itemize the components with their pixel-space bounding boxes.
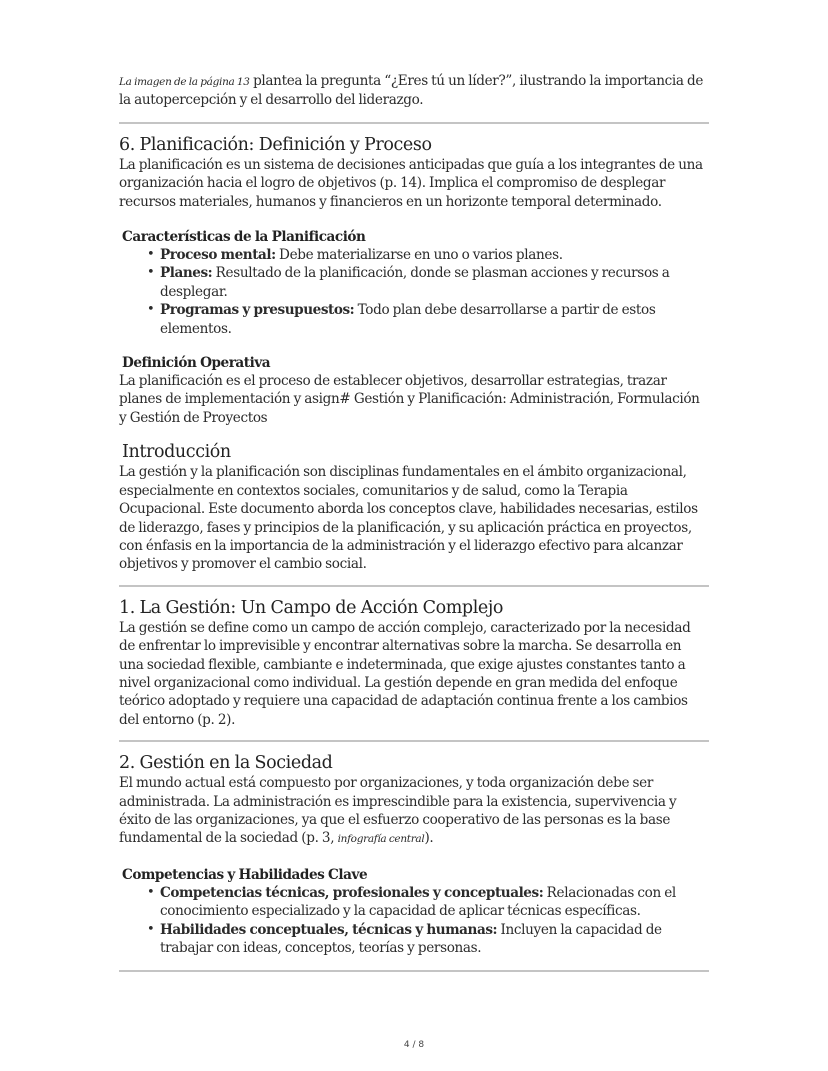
image-reference-paragraph: [119, 72, 709, 110]
bullet-icon: •: [147, 247, 155, 263]
section-divider: [119, 970, 709, 972]
section-6-title: 6. Planificación: Definición y Proceso: [119, 134, 432, 155]
list-item: [147, 264, 709, 301]
section-divider: [119, 740, 709, 742]
section-1-paragraph: La gestión se define como un campo de acción complejo, caracterizado por la necesidad de enfrentar lo imprevisible y encontrar alternativas sobre la marcha. Se desarrolla en una sociedad flexible, cambiante e indeterminada, que exige ajustes constantes tanto a nivel organizacional como individual. La gestión depende en gran medida del enfoque teórico adoptado y requiere una capacidad de adaptación continua frente a los cambios del entorno (p. 2).: [119, 619, 691, 728]
section-2-paragraph: [119, 774, 709, 849]
bullet-icon: •: [147, 302, 155, 318]
list-item-desc: Resultado de la planificación, donde se plasman acciones y recursos a desplegar.: [160, 265, 670, 300]
list-item: [147, 301, 709, 338]
bullet-icon: •: [147, 265, 155, 281]
image-reference-italic: La imagen de la página 13: [119, 76, 250, 88]
operative-definition-heading: Definición Operativa: [122, 355, 271, 372]
list-item: [147, 246, 709, 264]
introduction-paragraph: La gestión y la planificación son disciplinas fundamentales en el ámbito organizacional, especialmente en contextos sociales, comunitarios y de salud, como la Terapia Ocupacional. Este documento aborda los conceptos clave, habilidades necesarias, estilos de liderazgo, fases y principios de la planificación, y su aplicación práctica en proyectos, con énfasis en la importancia de la administración y el liderazgo efectivo para alcanzar objetivos y promover el cambio social.: [119, 464, 698, 573]
section-2-paragraph-italic: infografía central: [337, 833, 425, 846]
section-divider: [119, 585, 709, 587]
page-indicator: 4 / 8: [403, 1040, 425, 1050]
list-item: [147, 921, 709, 958]
list-item-term: Planes:: [160, 265, 213, 282]
list-item-term: Habilidades conceptuales, técnicas y humanas:: [160, 921, 498, 938]
operative-definition-paragraph: La planificación es el proceso de establecer objetivos, desarrollar estrategias, trazar planes de implementación y asign# Gestión y Planificación: Administración, Formulación y Gestión de Proyectos: [119, 373, 700, 426]
competencies-list: [119, 884, 709, 958]
list-item-term: Programas y presupuestos:: [160, 302, 355, 319]
bullet-icon: •: [147, 884, 155, 900]
list-item: [147, 884, 709, 921]
list-item-desc: Relacionadas con el conocimiento especializado y la capacidad de aplicar técnicas específicas.: [160, 884, 676, 920]
bullet-icon: •: [147, 921, 155, 937]
section-2-paragraph-main: El mundo actual está compuesto por organizaciones, y toda organización debe ser administrada. La administración es imprescindible para la existencia, supervivencia y éxito de las organizaciones, ya que el esfuerzo cooperativo de las personas es la base fundamental de la sociedad (p. 3,: [119, 775, 677, 847]
list-item-desc: Incluyen la capacidad de trabajar con ideas, conceptos, teorías y personas.: [160, 921, 662, 956]
competencies-heading: Competencias y Habilidades Clave: [122, 866, 368, 883]
characteristics-heading: Características de la Planificación: [122, 229, 366, 246]
section-1-title: 1. La Gestión: Un Campo de Acción Complejo: [119, 597, 504, 618]
section-2-paragraph-end: ).: [424, 830, 434, 847]
document-page: [119, 70, 709, 972]
section-6-paragraph: La planificación es un sistema de decisiones anticipadas que guía a los integrantes de una organización hacia el logro de objetivos (p. 14). Implica el compromiso de desplegar recursos materiales, humanos y financieros en un horizonte temporal determinado.: [119, 156, 703, 210]
list-item-desc: Debe materializarse en uno o varios planes.: [275, 247, 563, 264]
list-item-desc: Todo plan debe desarrollarse a partir de estos elementos.: [160, 302, 656, 337]
image-reference-text: plantea la pregunta “¿Eres tú un líder?”, ilustrando la importancia de la autopercepción y el desarrollo del liderazgo.: [119, 73, 704, 109]
list-item-term: Competencias técnicas, profesionales y conceptuales:: [160, 884, 544, 901]
introduction-title: Introducción: [122, 442, 231, 463]
list-item-term: Proceso mental:: [160, 247, 276, 264]
section-divider: [119, 122, 709, 124]
section-2-title: 2. Gestión en la Sociedad: [119, 753, 333, 774]
characteristics-list: [119, 246, 709, 338]
